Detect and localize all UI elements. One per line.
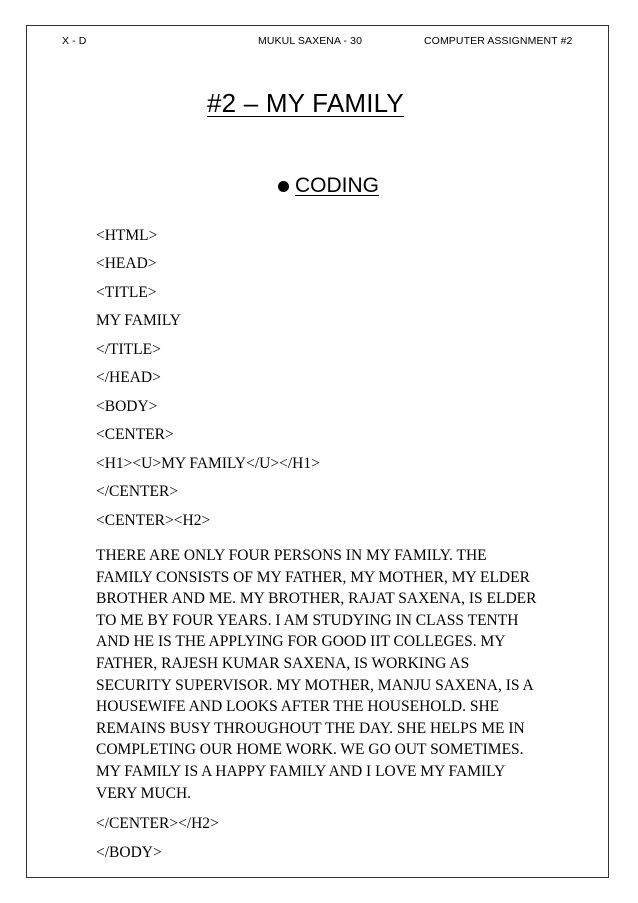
header-assignment: COMPUTER ASSIGNMENT #2 bbox=[424, 35, 573, 47]
section-heading bbox=[278, 174, 379, 198]
paragraph-line: THERE ARE ONLY FOUR PERSONS IN MY FAMILY. THE bbox=[96, 547, 487, 564]
bullet-icon bbox=[278, 181, 289, 192]
code-line: </HEAD> bbox=[96, 369, 161, 386]
paragraph-line: MY FAMILY IS A HAPPY FAMILY AND I LOVE MY FAMILY bbox=[96, 762, 506, 780]
header-class: X - D bbox=[62, 35, 87, 47]
code-line: <H1><U>MY FAMILY</U></H1> bbox=[96, 455, 320, 472]
paragraph-line: HOUSEWIFE AND LOOKS AFTER THE HOUSEHOLD. SHE bbox=[96, 698, 500, 716]
paragraph-line: REMAINS BUSY THROUGHOUT THE DAY. SHE HELPS ME IN bbox=[96, 719, 525, 737]
code-line: </CENTER> bbox=[96, 483, 179, 500]
code-line: <BODY> bbox=[96, 398, 158, 415]
header-student: MUKUL SAXENA - 30 bbox=[258, 35, 363, 47]
code-line: <CENTER> bbox=[96, 426, 174, 443]
paragraph-line: COMPLETING OUR HOME WORK. WE GO OUT SOMETIMES. bbox=[96, 741, 524, 759]
code-line: </TITLE> bbox=[96, 341, 161, 358]
page-title: #2 – MY FAMILY bbox=[207, 88, 404, 118]
body-paragraph bbox=[96, 545, 576, 804]
code-line: <HEAD> bbox=[96, 255, 157, 272]
code-line: <HTML> bbox=[96, 227, 158, 244]
paragraph-line: FAMILY CONSISTS OF MY FATHER, MY MOTHER, MY ELDER bbox=[96, 568, 530, 586]
paragraph-line: TO ME BY FOUR YEARS. I AM STUDYING IN CLASS TENTH bbox=[96, 611, 519, 629]
code-line: </BODY> bbox=[96, 844, 162, 861]
paragraph-line: FATHER, RAJESH KUMAR SAXENA, IS WORKING AS bbox=[96, 654, 470, 672]
code-line: </CENTER></H2> bbox=[96, 815, 219, 832]
code-line: MY FAMILY bbox=[96, 312, 181, 329]
section-heading-label: CODING bbox=[295, 174, 379, 197]
code-line: <TITLE> bbox=[96, 284, 157, 301]
code-line: <CENTER><H2> bbox=[96, 512, 211, 529]
paragraph-line: SECURITY SUPERVISOR. MY MOTHER, MANJU SAXENA, IS A bbox=[96, 676, 534, 694]
paragraph-line: BROTHER AND ME. MY BROTHER, RAJAT SAXENA, IS ELDER bbox=[96, 590, 537, 608]
paragraph-line: VERY MUCH. bbox=[96, 784, 192, 802]
paragraph-line: AND HE IS THE APPLYING FOR GOOD IIT COLLEGES. MY bbox=[96, 633, 506, 651]
